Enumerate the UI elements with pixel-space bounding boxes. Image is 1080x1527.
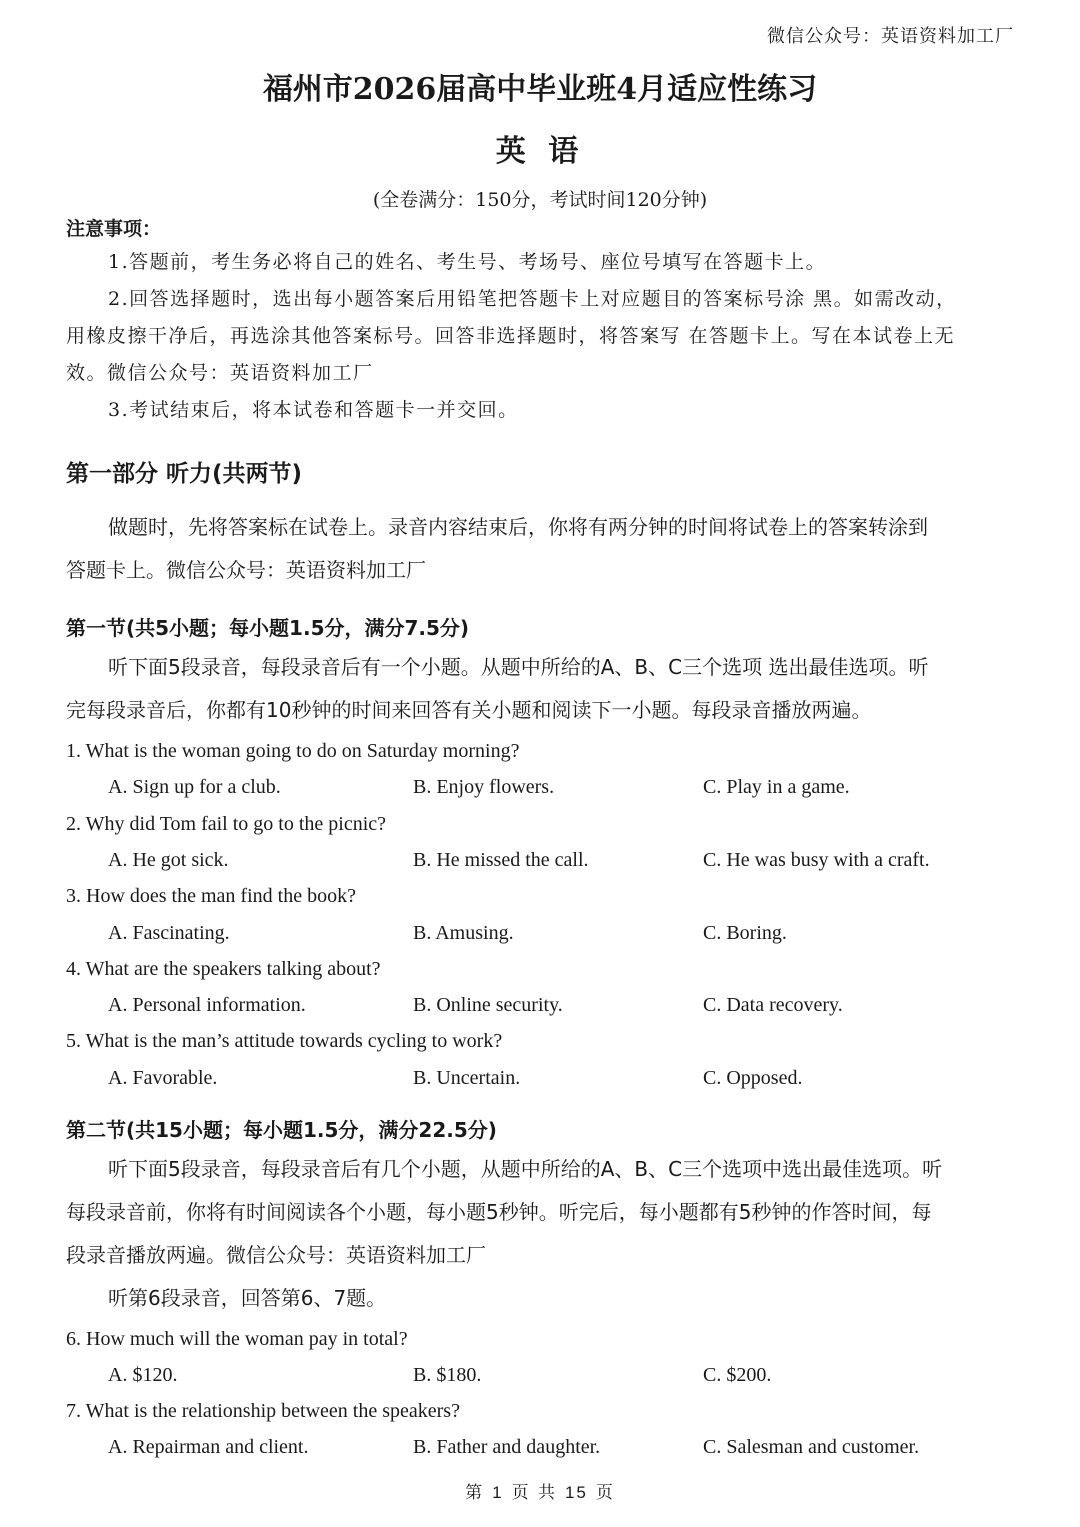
footer-page-number: 1: [492, 1483, 504, 1502]
q2-option-c: C. He was busy with a craft.: [703, 849, 930, 871]
q3-option-b: B. Amusing.: [413, 922, 514, 944]
q2-option-a: A. He got sick.: [108, 849, 229, 871]
q6-option-b: B. $180.: [413, 1364, 482, 1386]
q1-option-b: B. Enjoy flowers.: [413, 776, 555, 798]
q3-option-c: C. Boring.: [703, 922, 787, 944]
section1-heading: 第一节(共5小题；每小题1.5分，满分7.5分): [66, 616, 470, 640]
section2-heading: 第二节(共15小题；每小题1.5分，满分22.5分): [66, 1118, 497, 1142]
part1-intro: [66, 506, 1016, 592]
question-5: 5. What is the man’s attitude towards cycling to work?: [66, 1030, 503, 1052]
q6-option-c: C. $200.: [703, 1364, 772, 1386]
question-1: 1. What is the woman going to do on Saturday morning?: [66, 740, 520, 762]
q7-option-c: C. Salesman and customer.: [703, 1436, 920, 1458]
question-6: 6. How much will the woman pay in total?: [66, 1328, 408, 1350]
q7-option-b: B. Father and daughter.: [413, 1436, 601, 1458]
q4-option-a: A. Personal information.: [108, 994, 306, 1016]
footer-total-pages: 15: [564, 1483, 588, 1502]
q1-option-a: A. Sign up for a club.: [108, 776, 281, 798]
q2-option-b: B. He missed the call.: [413, 849, 589, 871]
subject-title: 英 语: [495, 134, 585, 169]
notice-item-1: 1.答题前，考生务必将自己的姓名、考生号、考场号、座位号填写在答题卡上。: [108, 251, 827, 273]
section2-intro-line-1: 听下面5段录音，每段录音后有几个小题，从题中所给的A、B、C三个选项中选出最佳选项。听: [108, 1157, 943, 1181]
page-title: 福州市2026届高中毕业班4月适应性练习: [262, 72, 818, 107]
footer-middle: 页 共: [511, 1483, 557, 1503]
page-footer: [0, 1478, 1080, 1503]
q4-option-b: B. Online security.: [413, 994, 563, 1016]
q3-option-a: A. Fascinating.: [108, 922, 230, 944]
notice-block: [66, 244, 1016, 429]
section2-intro: [66, 1148, 1016, 1320]
notice-item-2-line-2: 用橡皮擦干净后，再选涂其他答案标号。回答非选择题时，将答案写 在答题卡上。写在本试卷上无: [66, 325, 956, 347]
q5-option-c: C. Opposed.: [703, 1067, 803, 1089]
section2-intro-line-3: 段录音播放两遍。微信公众号：英语资料加工厂: [66, 1243, 486, 1267]
part1-intro-line-1: 做题时，先将答案标在试卷上。录音内容结束后，你将有两分钟的时间将试卷上的答案转涂到: [108, 515, 928, 539]
section1-intro-line-1: 听下面5段录音，每段录音后有一个小题。从题中所给的A、B、C三个选项 选出最佳选项。听: [108, 655, 929, 679]
footer-prefix: 第: [465, 1483, 485, 1503]
notice-item-2-line-3: 效。微信公众号：英语资料加工厂: [66, 362, 374, 384]
footer-suffix: 页: [595, 1483, 615, 1503]
question-4: 4. What are the speakers talking about?: [66, 958, 381, 980]
question-2: 2. Why did Tom fail to go to the picnic?: [66, 813, 387, 835]
q4-option-c: C. Data recovery.: [703, 994, 843, 1016]
section1-intro: [66, 646, 1016, 732]
notice-item-2: 2.回答选择题时，选出每小题答案后用铅笔把答题卡上对应题目的答案标号涂 黑。如需改动，: [108, 288, 957, 310]
exam-meta: (全卷满分：150分，考试时间120分钟): [372, 189, 708, 211]
part1-intro-line-2: 答题卡上。微信公众号：英语资料加工厂: [66, 558, 426, 582]
section2-intro-line-2: 每段录音前，你将有时间阅读各个小题，每小题5秒钟。听完后，每小题都有5秒钟的作答时间，每: [66, 1200, 932, 1224]
watermark: 微信公众号：英语资料加工厂: [767, 26, 1014, 47]
notice-item-3: 3.考试结束后，将本试卷和答题卡一并交回。: [108, 399, 519, 421]
section2-sub-instruction: 听第6段录音，回答第6、7题。: [108, 1286, 387, 1310]
q5-option-a: A. Favorable.: [108, 1067, 218, 1089]
question-7: 7. What is the relationship between the speakers?: [66, 1400, 460, 1422]
q6-option-a: A. $120.: [108, 1364, 178, 1386]
q1-option-c: C. Play in a game.: [703, 776, 850, 798]
question-3: 3. How does the man find the book?: [66, 885, 356, 907]
notice-heading: 注意事项：: [66, 218, 162, 240]
section1-intro-line-2: 完每段录音后，你都有10秒钟的时间来回答有关小题和阅读下一小题。每段录音播放两遍。: [66, 698, 872, 722]
q7-option-a: A. Repairman and client.: [108, 1436, 309, 1458]
q5-option-b: B. Uncertain.: [413, 1067, 521, 1089]
part1-heading: 第一部分 听力(共两节): [66, 461, 303, 487]
